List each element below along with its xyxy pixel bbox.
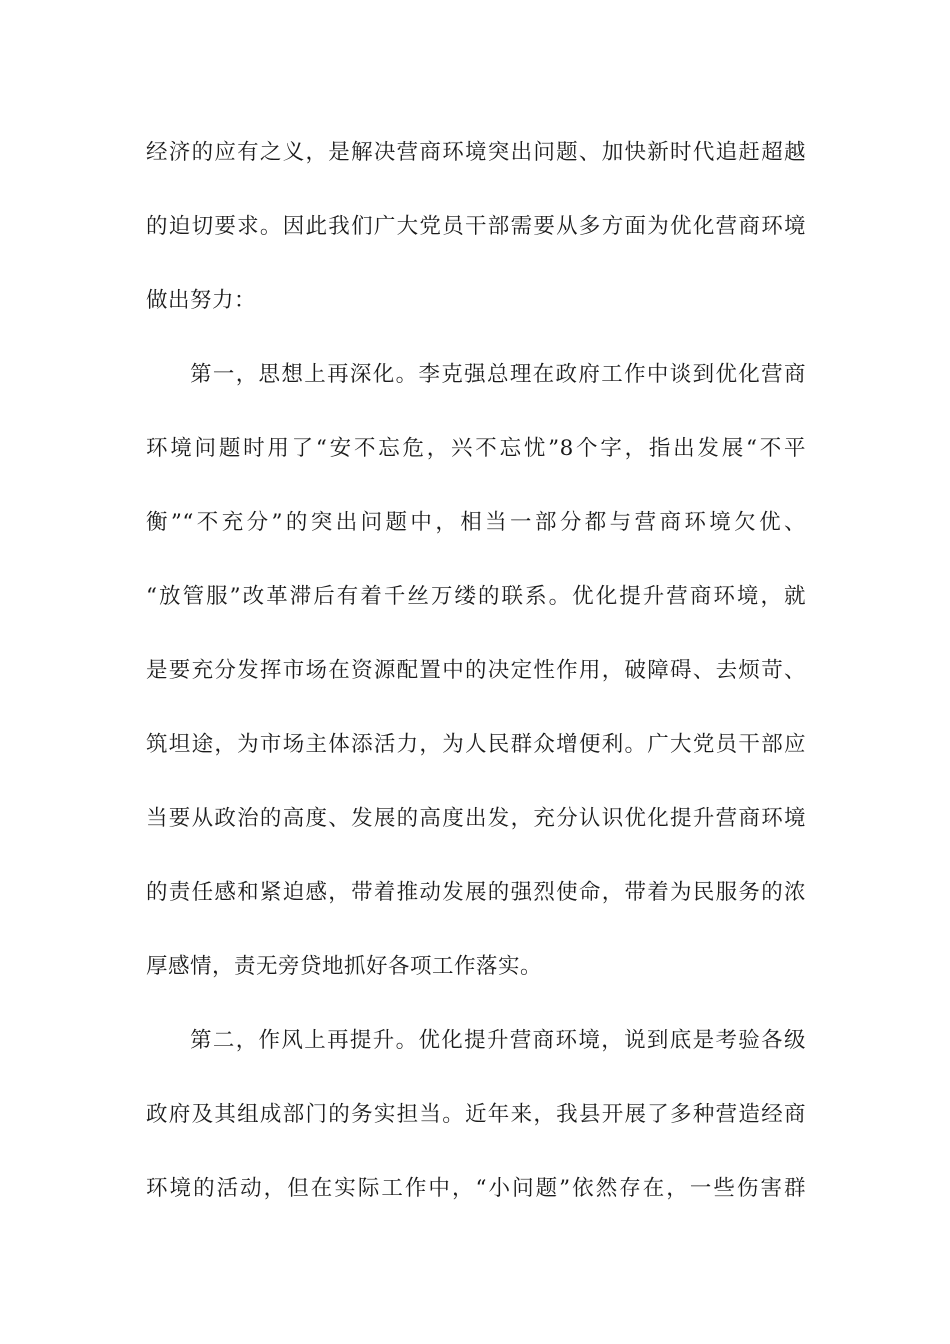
- text-line: 环境的活动，但在实际工作中，“小问题”依然存在，一些伤害群: [146, 1176, 806, 1201]
- text-line: 衡”“不充分”的突出问题中，相当一部分都与营商环境欠优、: [146, 510, 806, 535]
- text-line: “放管服”改革滞后有着千丝万缕的联系。优化提升营商环境，就: [146, 584, 806, 609]
- body-text: [146, 131, 806, 1241]
- paragraph-first-line: 第二，作风上再提升。优化提升营商环境，说到底是考验各级: [190, 1028, 806, 1053]
- text-line: 政府及其组成部门的务实担当。近年来，我县开展了多种营造经商: [146, 1102, 806, 1127]
- text-line: 是要充分发挥市场在资源配置中的决定性作用，破障碍、去烦苛、: [146, 658, 806, 683]
- text-line: 做出努力：: [146, 288, 257, 313]
- text-line: 环境问题时用了“安不忘危，兴不忘忧”8个字，指出发展“不平: [146, 436, 806, 461]
- text-line: 的责任感和紧迫感，带着推动发展的强烈使命，带着为民服务的浓: [146, 880, 806, 905]
- text-line: 经济的应有之义，是解决营商环境突出问题、加快新时代追赶超越: [146, 140, 806, 165]
- text-line: 筑坦途，为市场主体添活力，为人民群众增便利。广大党员干部应: [146, 732, 806, 757]
- text-line: 的迫切要求。因此我们广大党员干部需要从多方面为优化营商环境: [146, 214, 806, 239]
- paragraph-first-line: 第一，思想上再深化。李克强总理在政府工作中谈到优化营商: [190, 362, 806, 387]
- text-line: 厚感情，责无旁贷地抓好各项工作落实。: [146, 954, 543, 979]
- text-line: 当要从政治的高度、发展的高度出发，充分认识优化提升营商环境: [146, 806, 806, 831]
